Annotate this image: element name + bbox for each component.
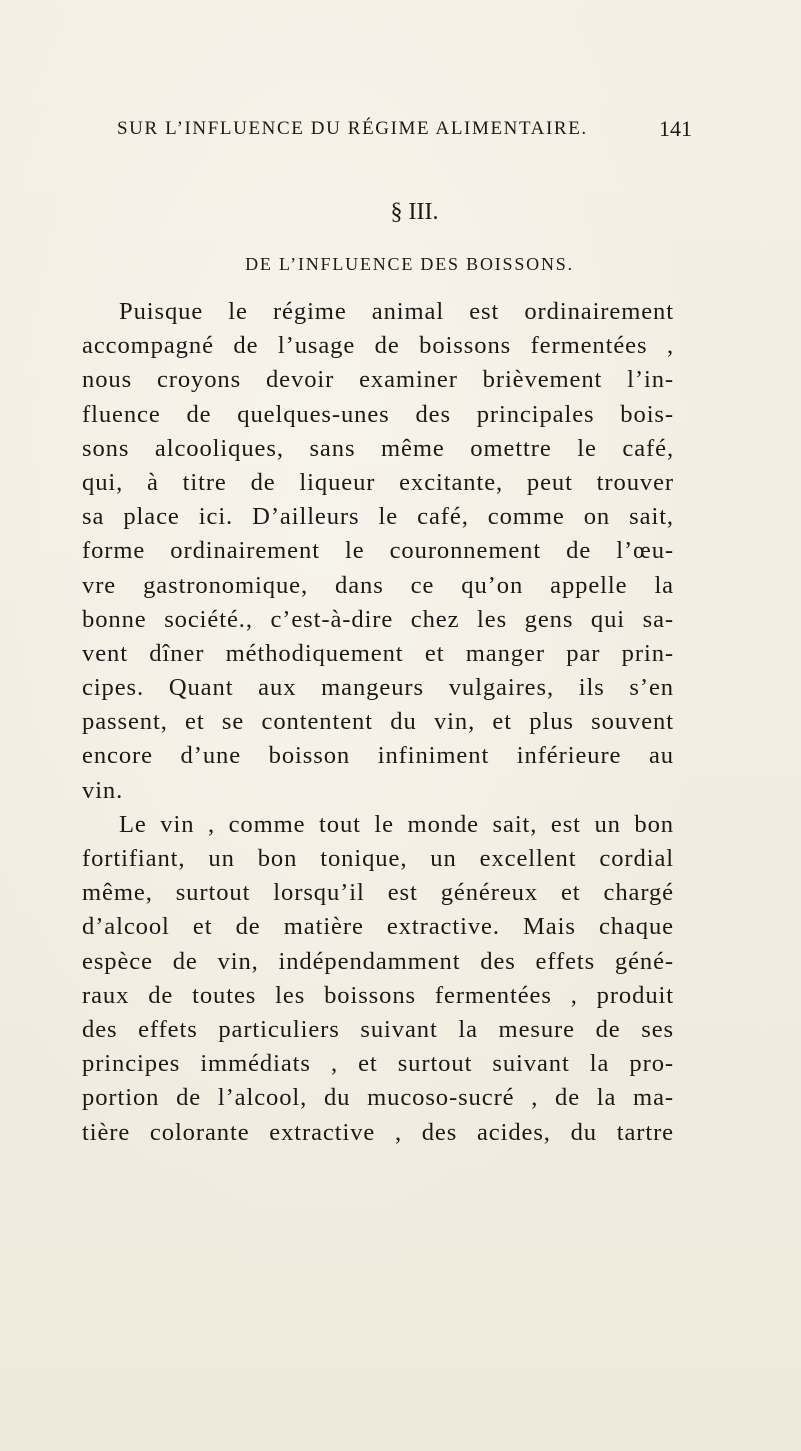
section-number: § III. — [390, 199, 439, 225]
text-line: portion de l’alcool, du mucoso-sucré , de la ma- — [82, 1084, 674, 1112]
text-line: accompagné de l’usage de boissons fermentées , — [82, 332, 674, 360]
text-line: cipes. Quant aux mangeurs vulgaires, ils s’en — [82, 674, 674, 702]
running-head — [117, 118, 692, 148]
text-line: vre gastronomique, dans ce qu’on appelle la — [82, 571, 674, 599]
text-line: vin. — [82, 776, 124, 804]
text-line: tière colorante extractive , des acides, du tartre — [82, 1118, 674, 1146]
text-line: sa place ici. D’ailleurs le café, comme on sait, — [82, 503, 674, 531]
text-line: bonne société., c’est-à-dire chez les gens qui sa- — [82, 605, 674, 633]
text-line: nous croyons devoir examiner brièvement l’in- — [82, 366, 674, 394]
running-head-title: SUR L’INFLUENCE DU RÉGIME ALIMENTAIRE. — [117, 118, 588, 139]
text-line: même, surtout lorsqu’il est généreux et chargé — [82, 879, 674, 907]
body-text — [82, 295, 674, 1150]
text-line: encore d’une boisson infiniment inférieure au — [82, 742, 674, 770]
text-line: fluence de quelques-unes des principales bois- — [82, 400, 674, 428]
text-line: des effets particuliers suivant la mesure de ses — [82, 1015, 674, 1043]
text-line: Le vin , comme tout le monde sait, est un bon — [119, 810, 674, 838]
text-line: qui, à titre de liqueur excitante, peut trouver — [82, 468, 674, 496]
text-line: forme ordinairement le couronnement de l’œu- — [82, 537, 674, 565]
text-line: d’alcool et de matière extractive. Mais chaque — [82, 913, 674, 941]
page-number: 141 — [659, 116, 692, 141]
section-title: DE L’INFLUENCE DES BOISSONS. — [245, 254, 574, 274]
text-line: Puisque le régime animal est ordinairement — [119, 298, 674, 325]
text-line: passent, et se contentent du vin, et plus souvent — [82, 708, 674, 736]
text-line: raux de toutes les boissons fermentées , produit — [82, 981, 674, 1009]
text-line: sons alcooliques, sans même omettre le café, — [82, 434, 674, 462]
text-line: espèce de vin, indépendamment des effets géné- — [82, 947, 674, 975]
text-line: vent dîner méthodiquement et manger par prin- — [82, 639, 674, 667]
text-line: principes immédiats , et surtout suivant la pro- — [82, 1050, 674, 1078]
text-line: fortifiant, un bon tonique, un excellent cordial — [82, 845, 674, 872]
